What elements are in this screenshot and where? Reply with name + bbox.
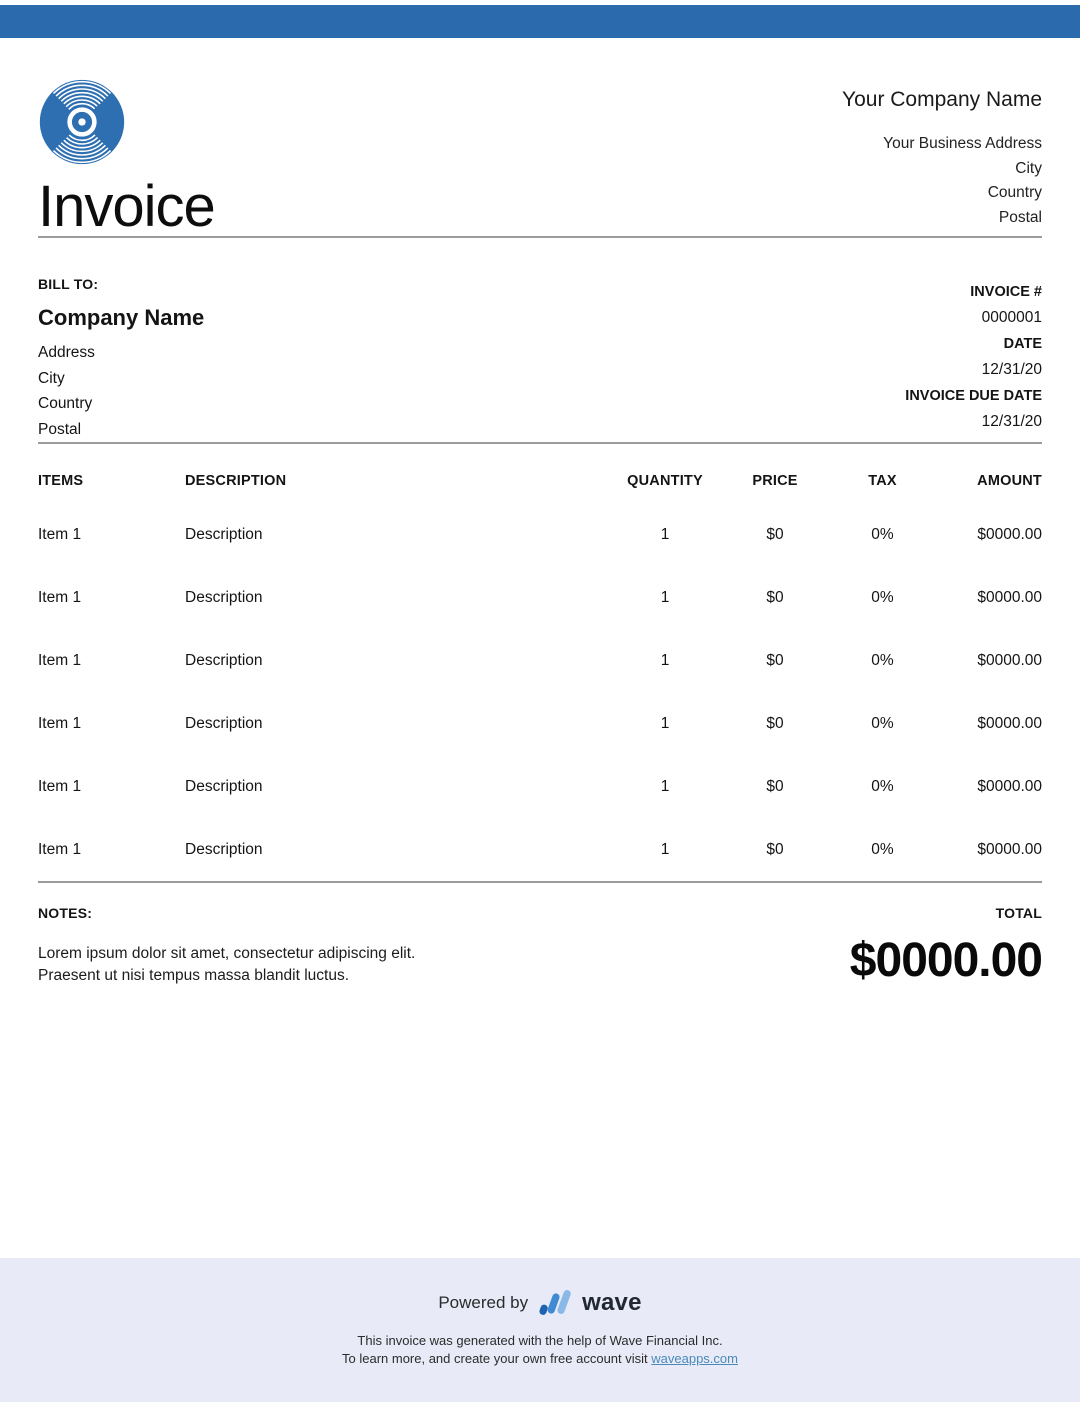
total-label: TOTAL [995, 905, 1042, 921]
amount-cell: $0000.00 [977, 714, 1042, 732]
invoice-page [0, 78, 1080, 988]
wave-logo-icon [537, 1288, 573, 1318]
bill-to-address-line: City [38, 369, 65, 387]
item-cell: Item 1 [38, 588, 82, 606]
company-name: Your Company Name [842, 88, 1042, 111]
footer-note-line2-text: To learn more, and create your own free account visit [342, 1350, 652, 1366]
tax-cell: 0% [871, 714, 894, 732]
column-header-price: PRICE [752, 473, 798, 489]
invoice-due-date-label: INVOICE DUE DATE [905, 388, 1042, 404]
quantity-cell: 1 [660, 525, 670, 543]
items-table [38, 458, 1042, 881]
price-cell: $0 [766, 525, 784, 543]
wave-wordmark: wave [582, 1289, 642, 1316]
quantity-cell: 1 [660, 777, 670, 795]
column-header-description: DESCRIPTION [185, 473, 287, 489]
amount-cell: $0000.00 [977, 525, 1042, 543]
bill-to-label: BILL TO: [38, 276, 99, 292]
invoice-number-value: 0000001 [981, 309, 1042, 326]
quantity-cell: 1 [660, 714, 670, 732]
table-row [38, 566, 1042, 629]
description-cell: Description [185, 714, 263, 732]
notes-line: Lorem ipsum dolor sit amet, consectetur adipiscing elit. [38, 945, 416, 962]
tax-cell: 0% [871, 525, 894, 543]
page-title: Invoice [38, 174, 215, 239]
notes-text [38, 943, 415, 986]
amount-cell: $0000.00 [977, 777, 1042, 795]
bill-to-address-line: Address [38, 344, 95, 361]
item-cell: Item 1 [38, 714, 82, 732]
column-header-tax: TAX [868, 473, 897, 489]
bill-to-address-line: Postal [38, 420, 82, 438]
table-row [38, 755, 1042, 818]
bill-to-company-name: Company Name [38, 305, 205, 330]
total-value: $0000.00 [849, 934, 1042, 987]
table-row [38, 692, 1042, 755]
price-cell: $0 [766, 651, 784, 669]
bill-to-address-line: Country [38, 395, 93, 412]
description-cell: Description [185, 651, 263, 669]
divider [38, 442, 1042, 444]
header-company-block [842, 78, 1042, 236]
quantity-cell: 1 [660, 651, 670, 669]
header-left [38, 78, 215, 239]
quantity-cell: 1 [660, 588, 670, 606]
table-row [38, 818, 1042, 881]
column-header-amount: AMOUNT [977, 473, 1042, 489]
tax-cell: 0% [871, 777, 894, 795]
company-logo [38, 78, 126, 166]
description-cell: Description [185, 588, 263, 606]
powered-by-text: Powered by [438, 1293, 529, 1312]
company-address-line: Country [987, 184, 1042, 201]
company-address-line: City [1015, 159, 1042, 177]
billing-section [38, 276, 1042, 442]
items-table-header [38, 458, 1042, 489]
company-address-line: Your Business Address [883, 135, 1042, 152]
tax-cell: 0% [871, 840, 894, 858]
price-cell: $0 [766, 588, 784, 606]
item-cell: Item 1 [38, 651, 82, 669]
table-row [38, 503, 1042, 566]
column-header-items: ITEMS [38, 473, 84, 489]
tax-cell: 0% [871, 588, 894, 606]
description-cell: Description [185, 840, 263, 858]
table-row [38, 629, 1042, 692]
vinyl-record-icon [38, 78, 126, 166]
amount-cell: $0000.00 [977, 651, 1042, 669]
tax-cell: 0% [871, 651, 894, 669]
description-cell: Description [185, 777, 263, 795]
quantity-cell: 1 [660, 840, 670, 858]
footer-note-line1: This invoice was generated with the help of Wave Financial Inc. [357, 1333, 723, 1348]
invoice-due-date-value: 12/31/20 [981, 413, 1042, 430]
amount-cell: $0000.00 [977, 588, 1042, 606]
top-accent-bar [0, 5, 1080, 38]
invoice-date-label: DATE [1003, 336, 1042, 352]
amount-cell: $0000.00 [977, 840, 1042, 858]
invoice-meta-block [905, 276, 1042, 442]
price-cell: $0 [766, 840, 784, 858]
notes-block [38, 905, 415, 988]
footer-note [0, 1332, 1080, 1367]
invoice-header [38, 78, 1042, 239]
price-cell: $0 [766, 777, 784, 795]
bill-to-address [38, 340, 204, 442]
company-address-line: Postal [998, 208, 1042, 226]
item-cell: Item 1 [38, 777, 82, 795]
description-cell: Description [185, 525, 263, 543]
invoice-number-label: INVOICE # [970, 284, 1042, 300]
bill-to-block [38, 276, 204, 442]
notes-line: Praesent ut nisi tempus massa blandit luctus. [38, 966, 350, 984]
total-block [850, 905, 1042, 988]
divider [38, 881, 1042, 883]
invoice-date-value: 12/31/20 [981, 361, 1042, 378]
company-address [842, 132, 1042, 230]
column-header-quantity: QUANTITY [627, 473, 703, 489]
summary-section [38, 905, 1042, 988]
item-cell: Item 1 [38, 840, 82, 858]
notes-label: NOTES: [38, 905, 93, 921]
price-cell: $0 [766, 714, 784, 732]
powered-by-row [0, 1258, 1080, 1318]
item-cell: Item 1 [38, 525, 82, 543]
wave-footer [0, 1258, 1080, 1402]
waveapps-link[interactable]: waveapps.com [651, 1350, 738, 1366]
footer-note-line2 [0, 1350, 1080, 1368]
